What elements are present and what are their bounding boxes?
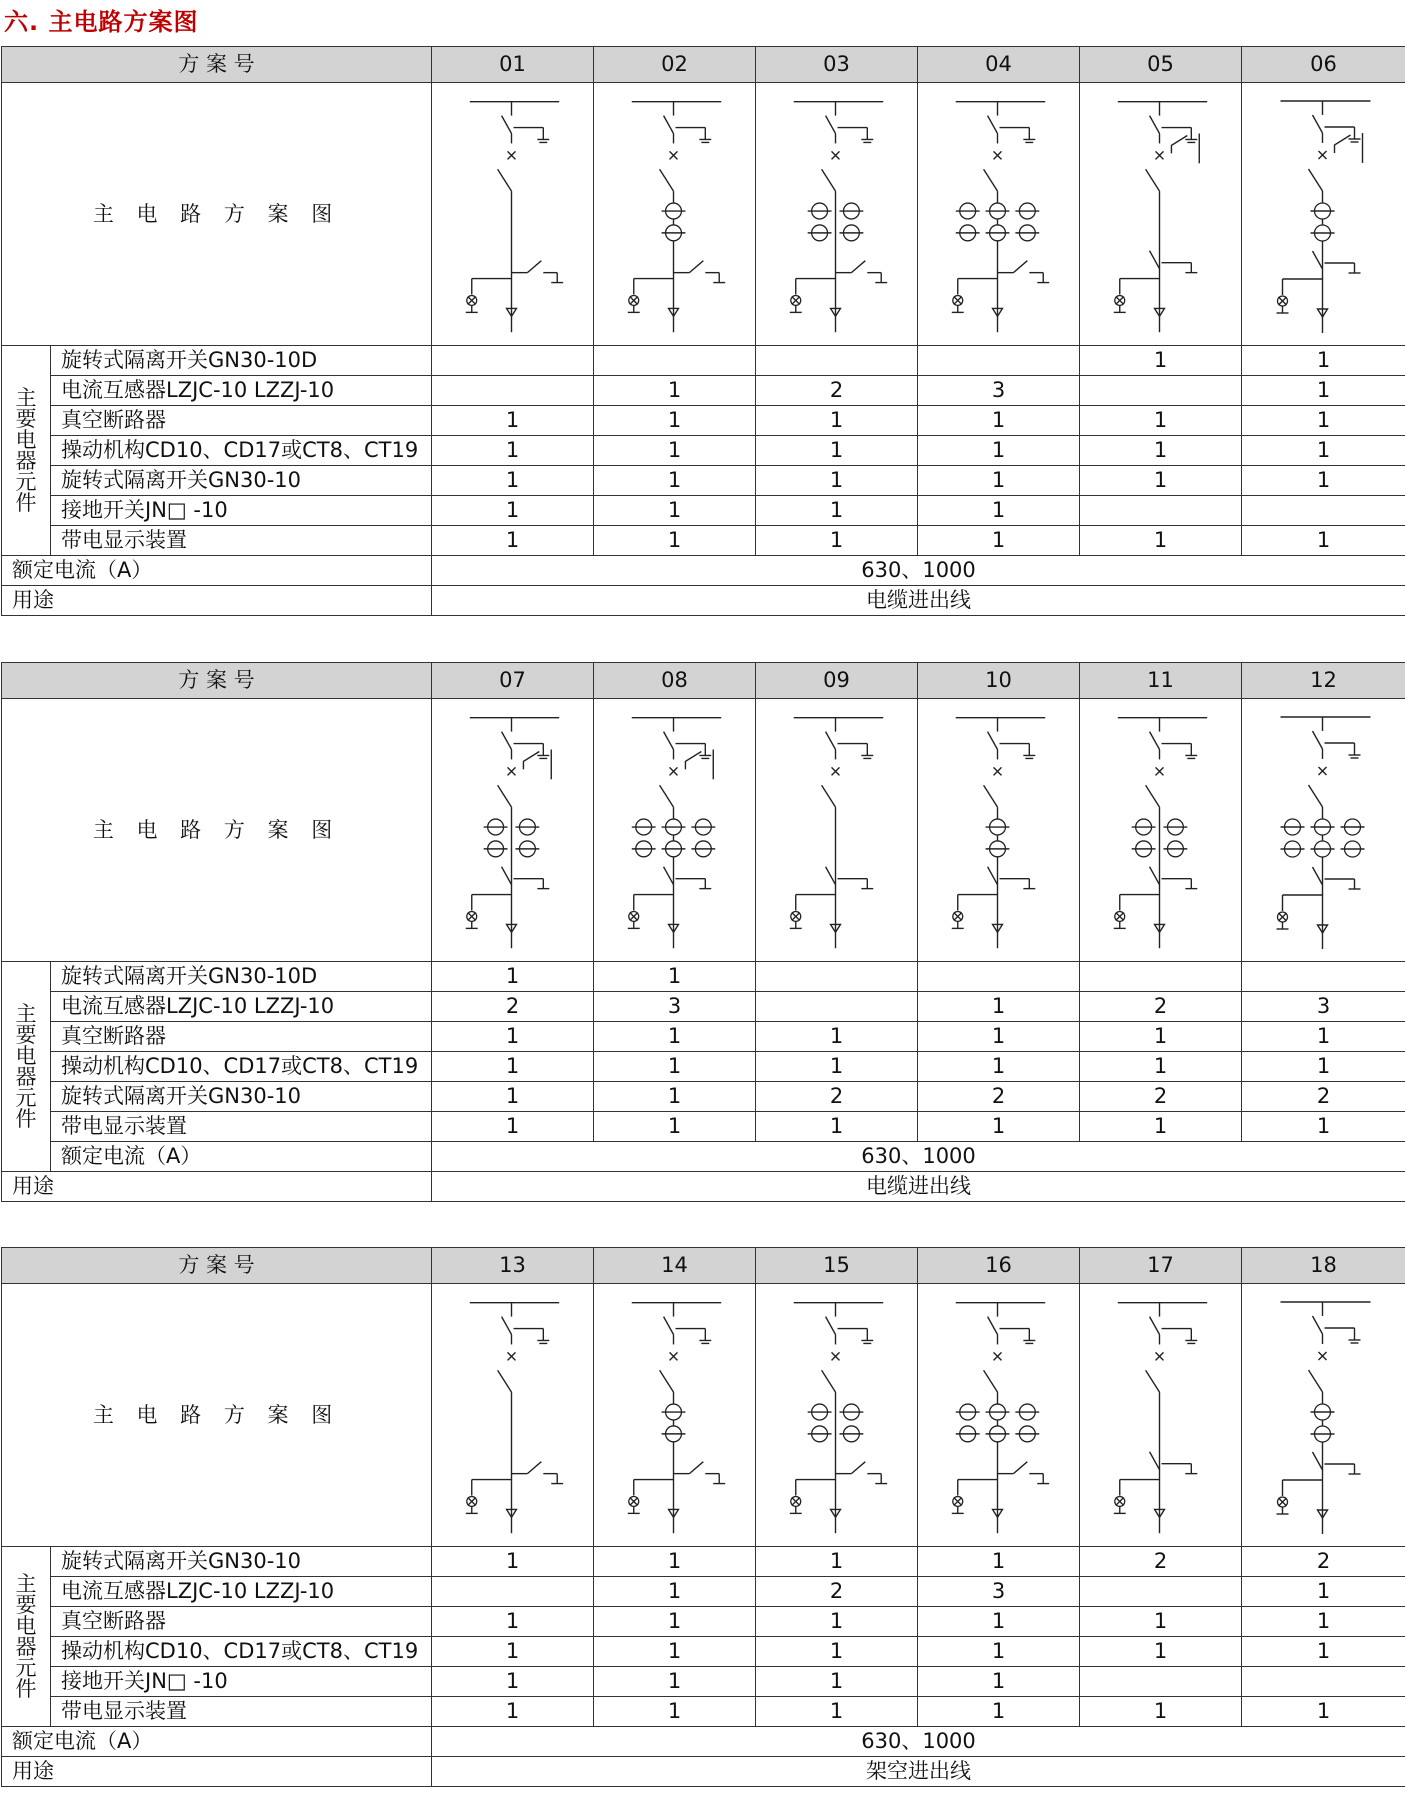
circuit-diagram-cell (918, 83, 1080, 346)
rated-current-value: 630、1000 (432, 1142, 1405, 1172)
component-quantity: 1 (1080, 526, 1242, 556)
component-quantity: 1 (594, 376, 756, 406)
group-label-char: 元 (15, 469, 37, 494)
circuit-diagram (1080, 699, 1241, 961)
component-quantity: 1 (1242, 1607, 1405, 1637)
component-quantity: 1 (432, 1112, 594, 1142)
usage-label: 用途 (2, 1757, 432, 1787)
group-label-char: 器 (15, 448, 37, 473)
circuit-diagram-cell (1242, 83, 1405, 346)
usage-label: 用途 (2, 586, 432, 616)
component-name: 接地开关JN□ -10 (51, 1667, 432, 1697)
component-quantity: 1 (432, 1697, 594, 1727)
scheme-number: 02 (594, 47, 756, 83)
component-quantity: 2 (1242, 1547, 1405, 1577)
component-name: 真空断路器 (51, 1022, 432, 1052)
scheme-number: 10 (918, 663, 1080, 699)
component-row (2, 1052, 1405, 1082)
rated-current-value: 630、1000 (432, 556, 1405, 586)
component-row (2, 992, 1405, 1022)
component-quantity: 1 (756, 1112, 918, 1142)
component-row (2, 376, 1405, 406)
component-quantity: 1 (1080, 346, 1242, 376)
component-quantity: 3 (918, 376, 1080, 406)
circuit-diagram (918, 699, 1079, 961)
component-quantity: 3 (918, 1577, 1080, 1607)
component-row (2, 1082, 1405, 1112)
component-quantity: 1 (1242, 346, 1405, 376)
component-row (2, 466, 1405, 496)
scheme-number: 05 (1080, 47, 1242, 83)
component-row (2, 1577, 1405, 1607)
component-quantity (1080, 376, 1242, 406)
component-quantity: 1 (432, 436, 594, 466)
component-quantity (918, 962, 1080, 992)
component-quantity: 1 (918, 1112, 1080, 1142)
component-quantity: 1 (1242, 436, 1405, 466)
circuit-diagram (1242, 1284, 1405, 1546)
component-quantity: 1 (756, 466, 918, 496)
circuit-diagram (1080, 1284, 1241, 1546)
component-quantity: 1 (594, 1082, 756, 1112)
component-quantity: 1 (756, 1697, 918, 1727)
circuit-diagram-cell (918, 1284, 1080, 1547)
component-quantity: 1 (918, 1607, 1080, 1637)
group-label-char: 主 (15, 1571, 37, 1596)
component-name: 带电显示装置 (51, 526, 432, 556)
scheme-number: 03 (756, 47, 918, 83)
circuit-diagram (594, 1284, 755, 1546)
scheme-number: 07 (432, 663, 594, 699)
scheme-number: 04 (918, 47, 1080, 83)
component-quantity (1080, 962, 1242, 992)
component-row (2, 1112, 1405, 1142)
component-quantity: 1 (918, 436, 1080, 466)
component-quantity: 1 (432, 1022, 594, 1052)
scheme-number-label: 方 案 号 (2, 1248, 432, 1284)
circuit-diagram-cell (1242, 699, 1405, 962)
rated-current-value: 630、1000 (432, 1727, 1405, 1757)
component-quantity: 1 (1080, 1022, 1242, 1052)
component-quantity: 1 (594, 406, 756, 436)
component-name: 操动机构CD10、CD17或CT8、CT19 (51, 436, 432, 466)
circuit-diagram-cell (594, 699, 756, 962)
component-name: 电流互感器LZJC-10 LZZJ-10 (51, 992, 432, 1022)
component-quantity: 1 (918, 1697, 1080, 1727)
component-quantity: 1 (1242, 1022, 1405, 1052)
component-quantity: 1 (432, 1082, 594, 1112)
group-label-char: 元 (15, 1085, 37, 1110)
scheme-number-label: 方 案 号 (2, 47, 432, 83)
component-group-label (2, 962, 51, 1172)
group-label-char: 要 (15, 406, 37, 431)
component-quantity (756, 346, 918, 376)
component-quantity: 2 (756, 1577, 918, 1607)
component-name: 旋转式隔离开关GN30-10 (51, 1082, 432, 1112)
component-row (2, 346, 1405, 376)
group-label-char: 器 (15, 1064, 37, 1089)
circuit-diagram-cell (594, 83, 756, 346)
scheme-number: 17 (1080, 1248, 1242, 1284)
group-label-char: 电 (15, 427, 37, 452)
component-row (2, 526, 1405, 556)
component-quantity: 1 (594, 1697, 756, 1727)
component-row (2, 1547, 1405, 1577)
component-quantity: 1 (594, 1112, 756, 1142)
component-quantity: 1 (1242, 1112, 1405, 1142)
component-quantity: 1 (594, 1577, 756, 1607)
component-quantity: 2 (1080, 992, 1242, 1022)
component-row (2, 1697, 1405, 1727)
component-quantity (1080, 1577, 1242, 1607)
group-label-char: 主 (15, 1001, 37, 1026)
component-quantity: 1 (756, 526, 918, 556)
component-quantity: 2 (756, 1082, 918, 1112)
circuit-diagram (594, 699, 755, 961)
component-quantity: 1 (918, 406, 1080, 436)
component-group-label (2, 1547, 51, 1727)
usage-label: 用途 (2, 1172, 432, 1202)
scheme-number: 06 (1242, 47, 1405, 83)
component-name: 旋转式隔离开关GN30-10 (51, 466, 432, 496)
component-name: 操动机构CD10、CD17或CT8、CT19 (51, 1637, 432, 1667)
component-quantity: 1 (1080, 1607, 1242, 1637)
circuit-diagram (918, 83, 1079, 345)
usage-value: 电缆进出线 (432, 1172, 1405, 1202)
component-quantity: 1 (1242, 1697, 1405, 1727)
component-name: 旋转式隔离开关GN30-10D (51, 346, 432, 376)
scheme-number: 13 (432, 1248, 594, 1284)
scheme-number: 18 (1242, 1248, 1405, 1284)
scheme-number: 01 (432, 47, 594, 83)
scheme-table-2 (1, 662, 1405, 1202)
component-quantity: 1 (432, 1052, 594, 1082)
component-quantity: 1 (1080, 1112, 1242, 1142)
component-name: 旋转式隔离开关GN30-10D (51, 962, 432, 992)
component-group-label (2, 346, 51, 556)
component-row (2, 962, 1405, 992)
component-quantity: 1 (594, 436, 756, 466)
component-quantity (1080, 496, 1242, 526)
component-name: 真空断路器 (51, 406, 432, 436)
component-name: 电流互感器LZJC-10 LZZJ-10 (51, 1577, 432, 1607)
component-quantity: 3 (1242, 992, 1405, 1022)
component-name: 接地开关JN□ -10 (51, 496, 432, 526)
component-quantity: 1 (594, 1637, 756, 1667)
component-quantity: 1 (432, 962, 594, 992)
component-quantity: 1 (756, 1607, 918, 1637)
component-row (2, 1637, 1405, 1667)
component-quantity: 1 (432, 526, 594, 556)
component-quantity: 1 (918, 526, 1080, 556)
circuit-diagram (1080, 83, 1241, 345)
diagram-label: 主 电 路 方 案 图 (2, 1284, 432, 1547)
component-quantity: 1 (432, 1607, 594, 1637)
component-quantity: 1 (594, 1667, 756, 1697)
component-quantity: 1 (1080, 466, 1242, 496)
component-row (2, 1022, 1405, 1052)
component-quantity: 1 (756, 1637, 918, 1667)
component-quantity: 1 (594, 1052, 756, 1082)
circuit-diagram-cell (432, 83, 594, 346)
component-quantity: 1 (594, 496, 756, 526)
component-row (2, 1607, 1405, 1637)
circuit-diagram (756, 699, 917, 961)
circuit-diagram (432, 699, 593, 961)
component-quantity: 1 (756, 1022, 918, 1052)
circuit-diagram (594, 83, 755, 345)
scheme-number: 12 (1242, 663, 1405, 699)
circuit-diagram-cell (594, 1284, 756, 1547)
component-quantity: 1 (432, 1667, 594, 1697)
group-label-char: 要 (15, 1592, 37, 1617)
component-name: 带电显示装置 (51, 1697, 432, 1727)
component-quantity: 1 (594, 526, 756, 556)
component-quantity: 1 (432, 1637, 594, 1667)
component-quantity (1080, 1667, 1242, 1697)
circuit-diagram (432, 83, 593, 345)
component-quantity: 1 (756, 1547, 918, 1577)
rated-current-label: 额定电流（A） (2, 1727, 432, 1757)
circuit-diagram (756, 83, 917, 345)
circuit-diagram-cell (432, 1284, 594, 1547)
component-quantity: 2 (1080, 1082, 1242, 1112)
circuit-diagram (432, 1284, 593, 1546)
circuit-diagram-cell (1242, 1284, 1405, 1547)
scheme-number: 14 (594, 1248, 756, 1284)
circuit-diagram-cell (756, 83, 918, 346)
component-quantity: 3 (594, 992, 756, 1022)
component-quantity: 1 (756, 1667, 918, 1697)
scheme-number: 09 (756, 663, 918, 699)
component-quantity (594, 346, 756, 376)
component-quantity (432, 1577, 594, 1607)
component-name: 旋转式隔离开关GN30-10 (51, 1547, 432, 1577)
component-quantity: 1 (1080, 1052, 1242, 1082)
component-quantity: 1 (756, 406, 918, 436)
component-row (2, 406, 1405, 436)
component-quantity: 1 (918, 1667, 1080, 1697)
component-quantity: 1 (1242, 1637, 1405, 1667)
circuit-diagram-cell (1080, 1284, 1242, 1547)
component-name: 操动机构CD10、CD17或CT8、CT19 (51, 1052, 432, 1082)
usage-value: 电缆进出线 (432, 586, 1405, 616)
group-label-char: 件 (15, 490, 37, 515)
scheme-table-3 (1, 1247, 1405, 1787)
component-quantity: 1 (918, 1547, 1080, 1577)
component-quantity (918, 346, 1080, 376)
page-title: 六. 主电路方案图 (4, 8, 199, 36)
component-quantity: 1 (1080, 1697, 1242, 1727)
scheme-table-1 (1, 46, 1405, 616)
component-quantity: 1 (1242, 1052, 1405, 1082)
component-quantity: 2 (918, 1082, 1080, 1112)
component-quantity: 1 (594, 1022, 756, 1052)
component-quantity: 1 (918, 1022, 1080, 1052)
component-quantity: 1 (1242, 376, 1405, 406)
component-quantity (756, 992, 918, 1022)
component-quantity: 2 (432, 992, 594, 1022)
component-quantity: 1 (432, 466, 594, 496)
component-row (2, 436, 1405, 466)
component-quantity: 1 (1242, 1577, 1405, 1607)
usage-value: 架空进出线 (432, 1757, 1405, 1787)
component-quantity: 1 (1080, 436, 1242, 466)
component-row (2, 1667, 1405, 1697)
component-quantity: 1 (918, 1052, 1080, 1082)
diagram-label: 主 电 路 方 案 图 (2, 83, 432, 346)
circuit-diagram (918, 1284, 1079, 1546)
component-name: 带电显示装置 (51, 1112, 432, 1142)
component-quantity: 2 (756, 376, 918, 406)
component-name: 电流互感器LZJC-10 LZZJ-10 (51, 376, 432, 406)
group-label-char: 主 (15, 385, 37, 410)
component-quantity: 1 (756, 496, 918, 526)
component-quantity: 1 (1242, 466, 1405, 496)
group-label-char: 电 (15, 1043, 37, 1068)
circuit-diagram-cell (918, 699, 1080, 962)
component-quantity: 1 (1080, 406, 1242, 436)
group-label-char: 元 (15, 1655, 37, 1680)
circuit-diagram-cell (1080, 83, 1242, 346)
circuit-diagram-cell (432, 699, 594, 962)
group-label-char: 要 (15, 1022, 37, 1047)
component-quantity (1242, 496, 1405, 526)
scheme-number: 16 (918, 1248, 1080, 1284)
component-quantity: 1 (918, 466, 1080, 496)
scheme-number: 15 (756, 1248, 918, 1284)
circuit-diagram (1242, 699, 1405, 961)
component-quantity: 1 (1080, 1637, 1242, 1667)
component-row (2, 496, 1405, 526)
component-quantity (1242, 1667, 1405, 1697)
component-quantity: 1 (756, 1052, 918, 1082)
circuit-diagram (1242, 83, 1405, 345)
circuit-diagram-cell (756, 1284, 918, 1547)
rated-current-label: 额定电流（A） (2, 556, 432, 586)
component-quantity: 1 (594, 962, 756, 992)
component-quantity: 1 (432, 406, 594, 436)
scheme-number: 08 (594, 663, 756, 699)
component-quantity (756, 962, 918, 992)
component-quantity (432, 376, 594, 406)
component-quantity: 1 (756, 436, 918, 466)
group-label-char: 器 (15, 1634, 37, 1659)
component-quantity (1242, 962, 1405, 992)
group-label-char: 件 (15, 1106, 37, 1131)
component-quantity (432, 346, 594, 376)
rated-current-label: 额定电流（A） (51, 1142, 432, 1172)
component-quantity: 1 (594, 1607, 756, 1637)
group-label-char: 电 (15, 1613, 37, 1638)
scheme-number-label: 方 案 号 (2, 663, 432, 699)
diagram-label: 主 电 路 方 案 图 (2, 699, 432, 962)
group-label-char: 件 (15, 1676, 37, 1701)
component-quantity: 1 (918, 992, 1080, 1022)
component-quantity: 1 (432, 1547, 594, 1577)
component-quantity: 1 (918, 496, 1080, 526)
circuit-diagram-cell (1080, 699, 1242, 962)
component-quantity: 1 (432, 496, 594, 526)
component-name: 真空断路器 (51, 1607, 432, 1637)
component-quantity: 1 (594, 1547, 756, 1577)
component-quantity: 1 (1242, 406, 1405, 436)
scheme-number: 11 (1080, 663, 1242, 699)
component-quantity: 1 (918, 1637, 1080, 1667)
circuit-diagram (756, 1284, 917, 1546)
circuit-diagram-cell (756, 699, 918, 962)
component-quantity: 1 (594, 466, 756, 496)
component-quantity: 2 (1080, 1547, 1242, 1577)
component-quantity: 1 (1242, 526, 1405, 556)
component-quantity: 2 (1242, 1082, 1405, 1112)
